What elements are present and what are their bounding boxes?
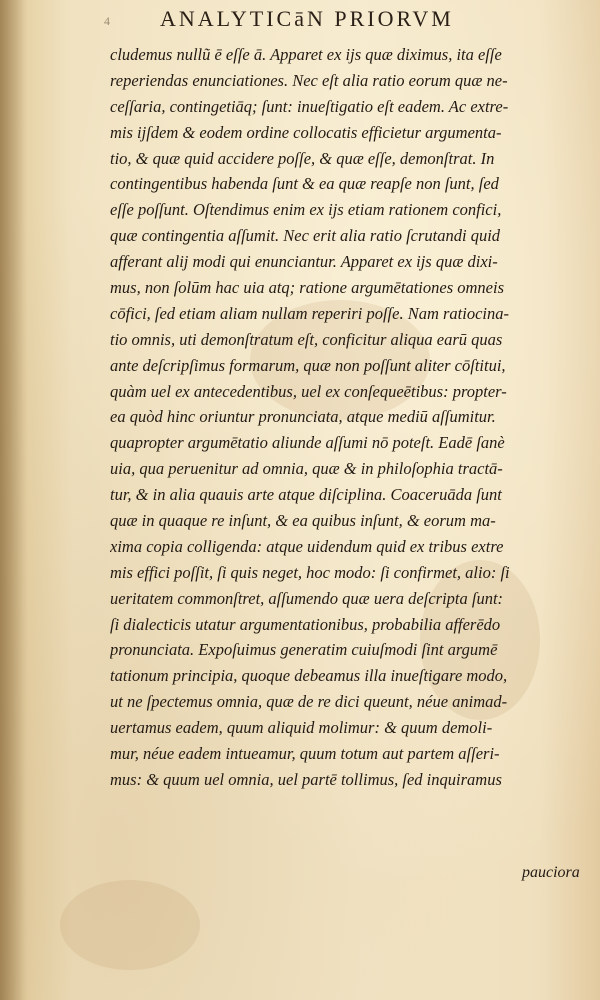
- text-line: contingentibus habenda ſunt & ea quæ reapſe non ſunt, ſed: [110, 174, 499, 194]
- text-line: mur, néue eadem intueamur, quum totum aut partem aſſeri-: [110, 744, 500, 764]
- text-line: quapropter argumētatio aliunde aſſumi nō poteſt. Eadē ſanè: [110, 433, 505, 453]
- text-line: tur, & in alia quauis arte atque diſciplina. Coaceruāda ſunt: [110, 485, 502, 505]
- text-line: uia, qua peruenitur ad omnia, quæ & in philoſophia tractā-: [110, 459, 503, 479]
- text-line: xima copia colligenda: atque uidendum quid ex tribus extre: [110, 536, 504, 556]
- text-line: quæ contingentia aſſumit. Nec erit alia ratio ſcrutandi quid: [110, 226, 501, 246]
- paper-stain: [60, 880, 200, 970]
- text-line: tio omnis, uti demonſtratum eſt, conficitur aliqua earū quas: [110, 329, 503, 349]
- text-line: cōfici, ſed etiam aliam nullam reperiri poſſe. Nam ratiocina-: [110, 303, 510, 323]
- running-head: ANALYTICāN PRIORVM: [160, 6, 454, 31]
- text-line: tationum principia, quoque debeamus illa inueſtigare modo,: [110, 666, 508, 686]
- text-line: ueritatem commonſtret, aſſumendo quæ uera deſcripta ſunt:: [110, 588, 504, 608]
- text-line: eſſe poſſunt. Oſtendimus enim ex ijs etiam rationem confici,: [110, 200, 502, 220]
- text-line: quæ in quaque re inſunt, & ea quibus inſunt, & eorum ma-: [110, 511, 496, 531]
- text-line: mus, non ſolūm hac uia atq; ratione argumētationes omneis: [110, 278, 504, 298]
- text-line: ea quòd hinc oriuntur pronunciata, atque mediū aſſumitur.: [110, 407, 496, 427]
- text-line: mis effici poſſit, ſi quis neget, hoc modo: ſi confirmet, alio: ſi: [110, 562, 510, 582]
- text-line: ut ne ſpectemus omnia, quæ de re dici queunt, néue animad-: [110, 692, 508, 712]
- text-line: mis ijſdem & eodem ordine collocatis efficietur argumenta-: [110, 122, 502, 142]
- text-line: pronunciata. Expoſuimus generatim cuiuſmodi ſint argumē: [110, 640, 498, 660]
- text-block: [110, 42, 570, 793]
- text-line: ante deſcripſimus formarum, quæ non poſſunt aliter cōſtitui,: [110, 355, 506, 375]
- gutter-shadow: [0, 0, 28, 1000]
- text-line: afferant alij modi qui enunciantur. Apparet ex ijs quæ dixi-: [110, 252, 498, 272]
- text-line: ſi dialecticis utatur argumentationibus, probabilia afferēdo: [110, 614, 501, 634]
- page-number: 4: [104, 14, 111, 28]
- text-line: reperiendas enunciationes. Nec eſt alia ratio eorum quæ ne-: [110, 70, 508, 90]
- text-line: tio, & quæ quid accidere poſſe, & quæ eſſe, demonſtrat. In: [110, 148, 495, 168]
- text-line: mus: & quum uel omnia, uel partē tollimus, ſed inquiramus: [110, 769, 502, 789]
- text-line: cludemus nullũ ē eſſe ā. Apparet ex ijs quæ diximus, ita eſſe: [110, 45, 502, 64]
- catchword: pauciora: [522, 864, 580, 881]
- text-line: ceſſaria, contingetiāq; ſunt: inueſtigatio eſt eadem. Ac extre-: [110, 96, 509, 116]
- text-line: quàm uel ex antecedentibus, uel ex conſequeētibus: propter-: [110, 381, 507, 401]
- text-line: uertamus eadem, quum aliquid molimur: & quum demoli-: [110, 718, 493, 738]
